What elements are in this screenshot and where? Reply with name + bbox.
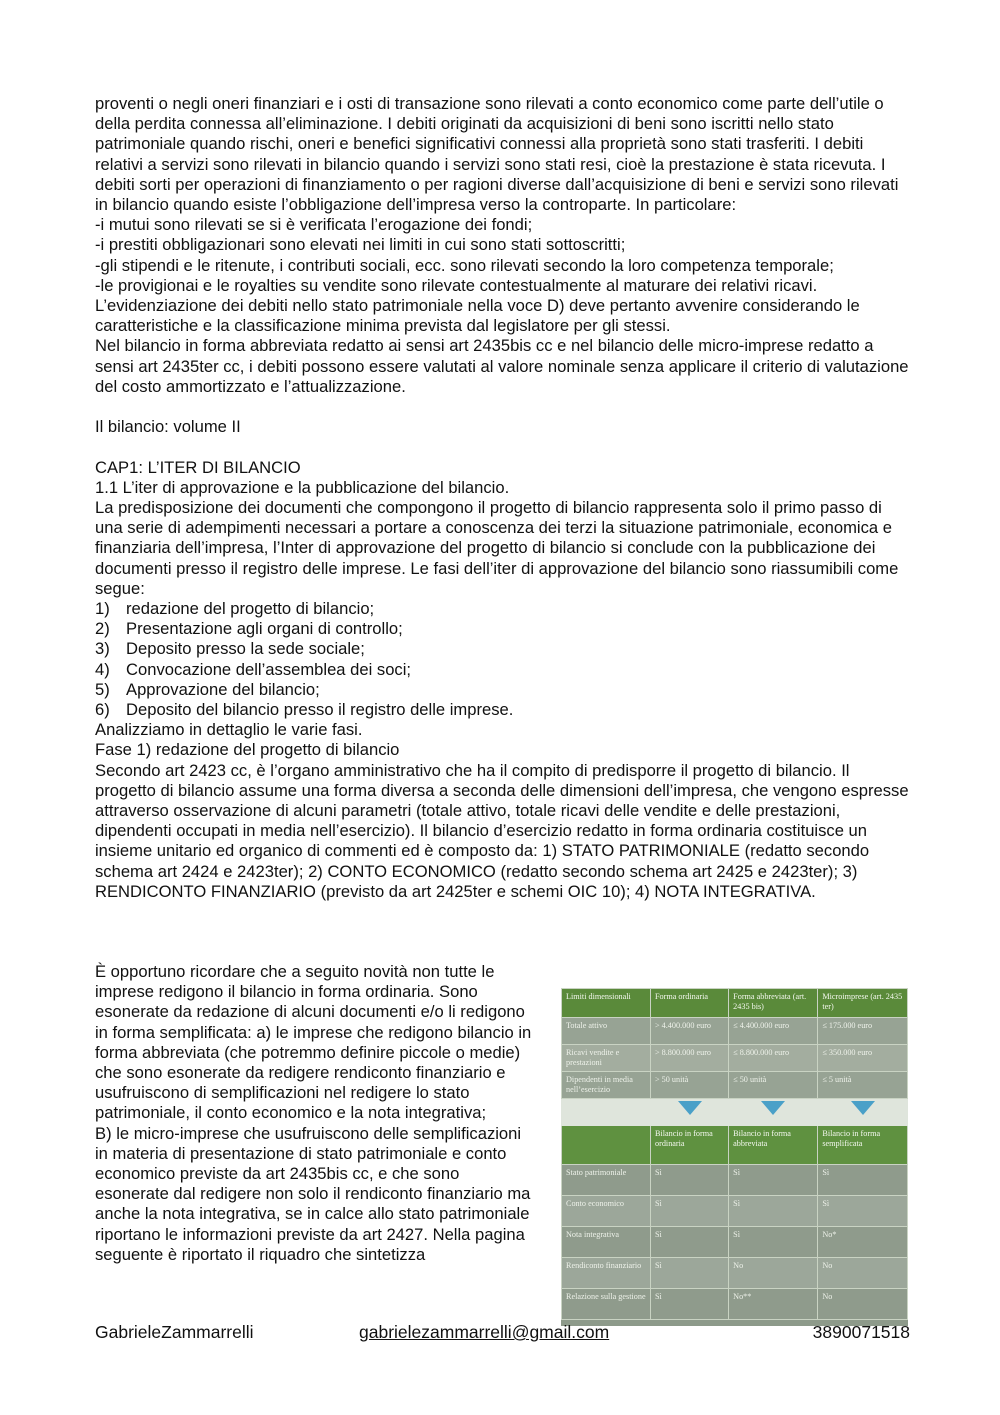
list-item: 2) Presentazione agli organi di controllo; bbox=[95, 619, 403, 639]
table-cell: > 8.800.000 euro bbox=[651, 1045, 729, 1072]
table-cell: Dipendenti in media nell’esercizio bbox=[562, 1072, 651, 1099]
table-cell: No** bbox=[729, 1289, 818, 1320]
table-row bbox=[562, 1227, 908, 1258]
author-phone: 3890071518 bbox=[812, 1322, 910, 1342]
table-cell: Relazione sulla gestione bbox=[562, 1289, 651, 1320]
list-item: -i prestiti obbligazionari sono elevati nei limiti in cui sono stati sottoscritti; bbox=[95, 235, 626, 255]
table-cell: Sì bbox=[818, 1196, 908, 1227]
arrow-down-icon bbox=[851, 1101, 875, 1115]
phase-title: Fase 1) redazione del progetto di bilancio bbox=[95, 740, 400, 760]
paragraph-evidenziazione: L’evidenziazione dei debiti nello stato patrimoniale nella voce D) deve pertanto avvenire considerando le caratteristiche e la classificazione minima prevista dal legislatore per gli stessi. bbox=[95, 296, 860, 336]
table-cell bbox=[651, 1099, 729, 1126]
table-cell bbox=[729, 1099, 818, 1126]
volume-title: Il bilancio: volume II bbox=[95, 417, 241, 437]
table-cell: Sì bbox=[651, 1258, 729, 1289]
table-header-cell: Bilancio in forma semplificata bbox=[818, 1126, 908, 1165]
table-header-row bbox=[562, 1126, 908, 1165]
table-cell: Sì bbox=[651, 1165, 729, 1196]
table-row bbox=[562, 1196, 908, 1227]
table-row bbox=[562, 1072, 908, 1099]
table-cell: No bbox=[818, 1289, 908, 1320]
steps-list bbox=[95, 599, 910, 720]
table-cell: No* bbox=[818, 1227, 908, 1258]
paragraph-abbreviata: Nel bilancio in forma abbreviata redatto ai sensi art 2435bis cc e nel bilancio delle micro-imprese redatto a sensi art 2435ter cc, i debiti possono essere valutati al valore nominale senza applicare il criterio di valutazione del costo ammortizzato e l’attualizzazione. bbox=[95, 336, 909, 396]
table-cell: Sì bbox=[818, 1165, 908, 1196]
list-item: -gli stipendi e le ritenute, i contributi sociali, ecc. sono rilevati secondo la loro competenza temporale; bbox=[95, 255, 834, 275]
table-cell bbox=[818, 1099, 908, 1126]
table-cell: ≤ 50 unità bbox=[729, 1072, 818, 1099]
lower-column bbox=[95, 962, 537, 1265]
document-body bbox=[95, 94, 910, 902]
table-cell: Sì bbox=[651, 1289, 729, 1320]
table-cell: No bbox=[729, 1258, 818, 1289]
table-cell bbox=[562, 1099, 651, 1126]
table-header-cell: Microimprese (art. 2435 ter) bbox=[818, 989, 908, 1018]
arrow-down-icon bbox=[761, 1101, 785, 1115]
table-cell: ≤ 4.400.000 euro bbox=[729, 1018, 818, 1045]
table-cell: ≤ 350.000 euro bbox=[818, 1045, 908, 1072]
limits-table bbox=[561, 988, 908, 1320]
paragraph-fase1: Secondo art 2423 cc, è l’organo amministrativo che ha il compito di predisporre il progetto di bilancio. Il progetto di bilancio assume una forma diversa a seconda delle dimensioni dell’impresa, che vengono espresse attraverso osservazione di alcuni parametri (totale attivo, totale ricavi delle vendite e delle prestazioni, dipendenti occupati in media nell’esercizio). Il bilancio d’esercizio redatto in forma ordinaria costituisce un insieme unitario ed organico di commenti ed è composto da: 1) STATO PATRIMONIALE (redatto secondo schema art 2424 e 2423ter); 2) CONTO ECONOMICO (redatto secondo schema art 2425 e 2423ter); 3) RENDICONTO FINANZIARIO (previsto da art 2425ter e schemi OIC 10); 4) NOTA INTEGRATIVA. bbox=[95, 760, 909, 901]
table-cell: No bbox=[818, 1258, 908, 1289]
table-cell: Totale attivo bbox=[562, 1018, 651, 1045]
paragraph-micro-imprese: B) le micro-imprese che usufruiscono delle semplificazioni in materia di presentazione di stato patrimoniale e conto economico previste da art 2435bis cc, e che sono esonerate dal redigere non solo il rendiconto finanziario ma anche la nota integrativa, se in calce allo stato patrimoniale riportano le informazioni previste da art 2427. Nella pagina seguente è riportato il riquadro che sintetizza bbox=[95, 1123, 531, 1264]
author-name: GabrieleZammarrelli bbox=[95, 1322, 254, 1342]
table-cell: Sì bbox=[729, 1196, 818, 1227]
table-row bbox=[562, 1045, 908, 1072]
table-cell: > 50 unità bbox=[651, 1072, 729, 1099]
table-row bbox=[562, 1018, 908, 1045]
paragraph-analisi: Analizziamo in dettaglio le varie fasi. bbox=[95, 720, 363, 740]
list-item: -le provigionai e le royalties su vendite sono rilevate contestualmente al maturare dei relativi ricavi. bbox=[95, 275, 818, 295]
list-item: 4) Convocazione dell’assemblea dei soci; bbox=[95, 659, 412, 679]
paragraph-intro: La predisposizione dei documenti che compongono il progetto di bilancio rappresenta solo il primo passo di una serie di adempimenti necessari a portare a conoscenza dei terzi la situazione patrimoniale, economica e finanziaria dell’impresa, l’Inter di approvazione del progetto di bilancio si conclude con la pubblicazione dei documenti presso il registro delle imprese. Le fasi dell’iter di approvazione del bilancio sono riassumibili come segue: bbox=[95, 498, 899, 598]
list-item: 3) Deposito presso la sede sociale; bbox=[95, 639, 365, 659]
table-header-cell: Bilancio in forma ordinaria bbox=[651, 1126, 729, 1165]
paragraph-debiti: proventi o negli oneri finanziari e i osti di transazione sono rilevati a conto economico come parte dell’utile o della perdita connessa all’eliminazione. I debiti originati da acquisizioni di beni sono iscritti nello stato patrimoniale quando rischi, oneri e benefici significativi connessi alla proprietà sono stati trasferiti. I debiti relativi a servizi sono rilevati in bilancio quando i servizi sono stati resi, cioè la prestazione è stata ricevuta. I debiti sorti per operazioni di finanziamento o per ragioni diverse dall’acquisizione di beni e servizi sono rilevati in bilancio quando esiste l’obbligazione dell’impresa verso la controparte. In particolare: bbox=[95, 94, 899, 215]
table-cell: Sì bbox=[729, 1227, 818, 1258]
table-header-cell: Limiti dimensionali bbox=[562, 989, 651, 1018]
table-row bbox=[562, 1165, 908, 1196]
list-item: -i mutui sono rilevati se si è verificata l’erogazione dei fondi; bbox=[95, 215, 533, 235]
arrow-down-icon bbox=[678, 1101, 702, 1115]
table-header-cell: Forma abbreviata (art. 2435 bis) bbox=[729, 989, 818, 1018]
chapter-title: CAP1: L’ITER DI BILANCIO bbox=[95, 457, 301, 477]
list-item: 5) Approvazione del bilancio; bbox=[95, 679, 320, 699]
table-cell: Sì bbox=[651, 1196, 729, 1227]
table-cell: Conto economico bbox=[562, 1196, 651, 1227]
table-cell: Ricavi vendite e prestazioni bbox=[562, 1045, 651, 1072]
table-cell: > 4.400.000 euro bbox=[651, 1018, 729, 1045]
section-title: 1.1 L’iter di approvazione e la pubblicazione del bilancio. bbox=[95, 477, 510, 497]
list-item: 1) redazione del progetto di bilancio; bbox=[95, 599, 375, 619]
table-header-cell: Forma ordinaria bbox=[651, 989, 729, 1018]
bilancio-forms-table-photo bbox=[561, 988, 908, 1326]
table-cell: ≤ 8.800.000 euro bbox=[729, 1045, 818, 1072]
table-cell: Nota integrativa bbox=[562, 1227, 651, 1258]
table-cell: ≤ 5 unità bbox=[818, 1072, 908, 1099]
table-cell: Stato patrimoniale bbox=[562, 1165, 651, 1196]
table-cell: Rendiconto finanziario bbox=[562, 1258, 651, 1289]
page-footer bbox=[95, 1322, 910, 1346]
table-cell: Sì bbox=[729, 1165, 818, 1196]
table-row bbox=[562, 1289, 908, 1320]
list-item: 6) Deposito del bilancio presso il registro delle imprese. bbox=[95, 700, 514, 720]
table-header-row bbox=[562, 989, 908, 1018]
table-row bbox=[562, 1258, 908, 1289]
table-header-cell bbox=[562, 1126, 651, 1165]
table-header-cell: Bilancio in forma abbreviata bbox=[729, 1126, 818, 1165]
table-cell: Sì bbox=[651, 1227, 729, 1258]
table-cell: ≤ 175.000 euro bbox=[818, 1018, 908, 1045]
arrow-row bbox=[562, 1099, 908, 1126]
paragraph-esonero: È opportuno ricordare che a seguito novità non tutte le imprese redigono il bilancio in forma ordinaria. Sono esonerate da redazione di alcuni documenti e/o li redigono in forma semplificata: a) le imprese che redigono bilancio in forma abbreviata (che potremmo definire piccole o medie) che sono esonerate da redigere rendiconto finanziario e usufruiscono di semplificazioni nel redigere lo stato patrimoniale, il conto economico e la nota integrativa; bbox=[95, 962, 532, 1123]
author-email-link[interactable]: gabrielezammarrelli@gmail.com bbox=[359, 1322, 610, 1342]
